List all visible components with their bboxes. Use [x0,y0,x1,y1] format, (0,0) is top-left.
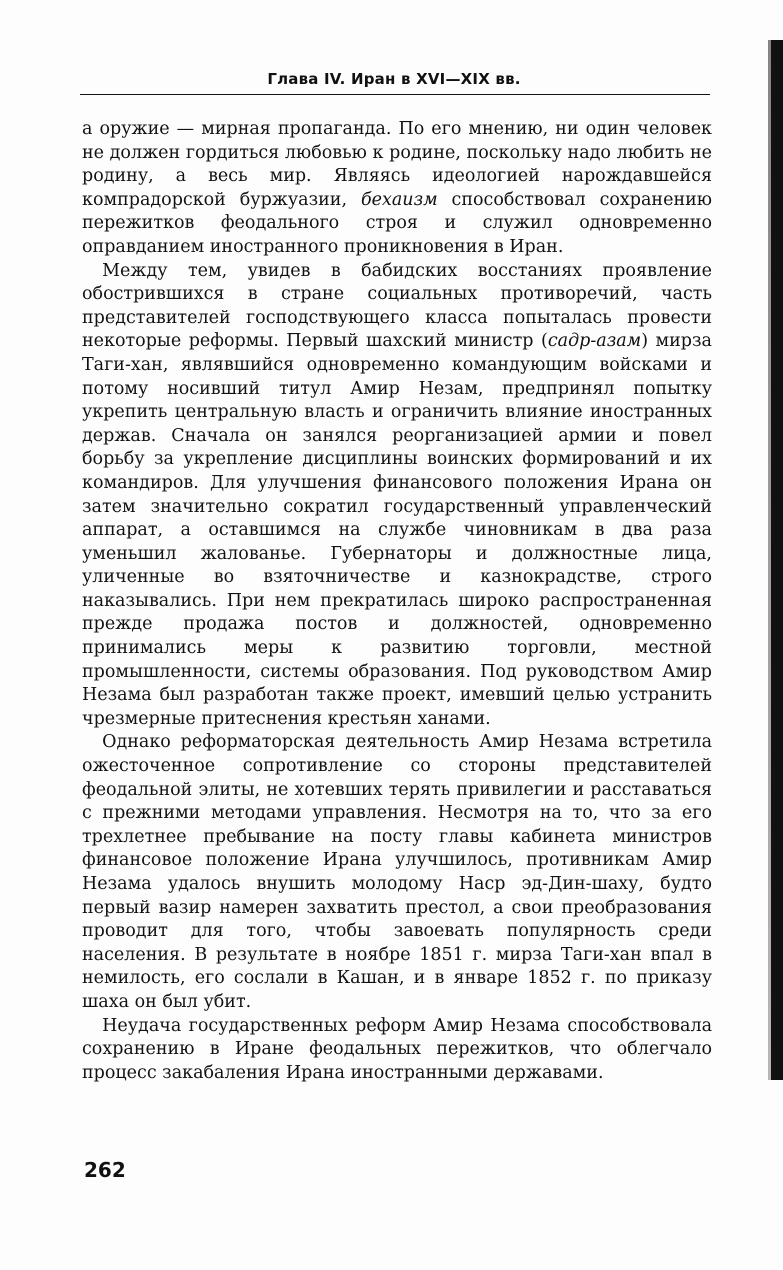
paragraph [82,1015,712,1086]
running-header: Глава IV. Иран в XVI—XIX вв. [267,70,521,88]
page-number: 262 [84,1158,126,1182]
paragraph-text: Между тем, увидев в бабидских восстаниях проявление обострившихся в стране социальных противоречий, часть представителей господствующего класса попыталась провести некоторые реформы. Первый шахский министр ( [82,260,712,352]
paragraph-text: а оружие — мирная пропаганда. По его мнению, ни один человек не должен гордиться любовью к родине, поскольку надо любить не родину, а весь мир. Являясь идеологией нарождавшейся компрадорской буржуазии, [82,119,712,210]
paragraph-text: способствовал сохранению пережитков феодального строя и служил одновременно оправданием иностранного проникновения в Иран. [82,189,713,257]
paragraph-text: Неудача государственных реформ Амир Незама способствовала сохранению в Иране феодальных пережитков, что облегчало процесс закабаления Ирана иностранными державами. [82,1015,712,1083]
paragraph [82,260,712,732]
italic-term: садр-азам [547,331,642,352]
paragraph [82,731,712,1014]
page-edge-bar [771,40,783,1080]
paragraph-text: ) мирза Таги-хан, являвшийся одновременно командующим войсками и потому носивший титул Амир Незам, предпринял попытку укрепить центральную власть и ограничить влияние иностранных держав. Сначала он занялся реорганизацией армии и повел борьбу за укрепление дисциплины воинских формирований и их командиров. Для улучшения финансового положения Ирана он затем значительно сократил государственный управленческий аппарат, а оставшимся на службе чиновникам в два раза уменьшил жалованье. Губернаторы и должностные лица, уличенные во взяточничестве и казнокрадстве, строго наказывались. При нем прекратилась широко распространенная прежде продажа постов и должностей, одновременно принимались меры к развитию торговли, местной промышленности, системы образования. Под руководством Амир Незама был разработан также проект, имевший целью устранить чрезмерные притеснения крестьян ханами. [82,331,712,729]
italic-term: бехаизм [360,189,438,210]
header-rule [80,94,710,95]
paragraph-text: Однако реформаторская деятельность Амир Незама встретила ожесточенное сопротивление со стороны представителей феодальной элиты, не хотевших терять привилегии и расставаться с прежними методами управления. Несмотря на то, что за его трехлетнее пребывание на посту главы кабинета министров финансовое положение Ирана улучшилось, противникам Амир Незама удалось внушить молодому Наср эд-Дин-шаху, будто первый вазир намерен захватить престол, а свои преобразования проводит для того, чтобы завоевать популярность среди населения. В результате в ноябре 1851 г. мирза Таги-хан впал в немилость, его сослали в Кашан, и в январе 1852 г. по приказу шаха он был убит. [82,732,712,1012]
body-text [82,118,712,1085]
paragraph [82,118,712,260]
